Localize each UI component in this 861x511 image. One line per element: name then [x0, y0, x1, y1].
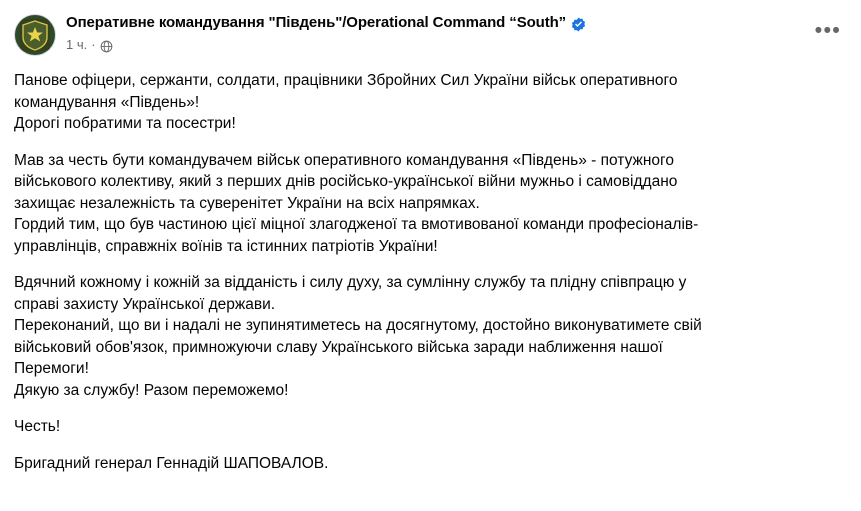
post-line: Гордий тим, що був частиною цієї міцної злагодженої та вмотивованої команди професіоналів-: [14, 216, 699, 233]
post-meta: [66, 37, 847, 53]
military-crest-avatar-icon: [20, 19, 50, 51]
header-text: [66, 12, 847, 53]
post-line: Панове офіцери, сержанти, солдати, працівники Збройних Сил України військ оперативного: [14, 72, 678, 89]
post-paragraph: [14, 70, 847, 135]
post-line: управлінців, справжніх воїнів та істинних патріотів України!: [14, 237, 438, 255]
author-row: [66, 13, 847, 33]
page-name[interactable]: Оперативне командування "Південь"/Operational Command “South”: [66, 14, 567, 31]
post-paragraph: [14, 453, 847, 475]
globe-icon[interactable]: [100, 40, 113, 53]
post-text: [0, 56, 861, 474]
post-line: справі захисту Української держави.: [14, 295, 276, 313]
post-line: Дорогі побратими та посестри!: [14, 115, 236, 132]
post-line: Дякую за службу! Разом переможемо!: [14, 381, 289, 399]
post-options-button[interactable]: •••: [814, 19, 842, 42]
post-line: Бригадний генерал Геннадій ШАПОВАЛОВ.: [14, 454, 329, 472]
post-paragraph: [14, 150, 847, 258]
post-line: військового колективу, який з перших днів російсько-української війни мужньо і самовіддано: [14, 173, 678, 190]
post-line: Честь!: [14, 418, 61, 435]
post-line: Переконаний, що ви і надалі не зупинятиметесь на досягнутому, достойно виконуватимете свій: [14, 317, 702, 334]
post-timestamp[interactable]: 1 ч.: [66, 37, 88, 52]
post-line: Вдячний кожному і кожній за відданість і силу духу, за сумлінну службу та плідну співпрацю у: [14, 274, 687, 291]
meta-separator: ·: [91, 37, 96, 52]
post-line: військовий обов'язок, примножуючи славу Українського війська заради наближення нашої: [14, 338, 663, 356]
post-line: командування «Південь»!: [14, 93, 200, 111]
post-paragraph: [14, 416, 847, 438]
verified-badge-icon: [571, 17, 586, 32]
post-line: захищає незалежність та суверенітет України на всіх напрямках.: [14, 194, 480, 212]
post-line: Перемоги!: [14, 360, 89, 377]
post-paragraph: [14, 272, 847, 401]
post-line: Мав за честь бути командувачем військ оперативного командування «Південь» - потужного: [14, 151, 674, 169]
avatar[interactable]: [14, 14, 56, 56]
post-header: [0, 0, 861, 56]
